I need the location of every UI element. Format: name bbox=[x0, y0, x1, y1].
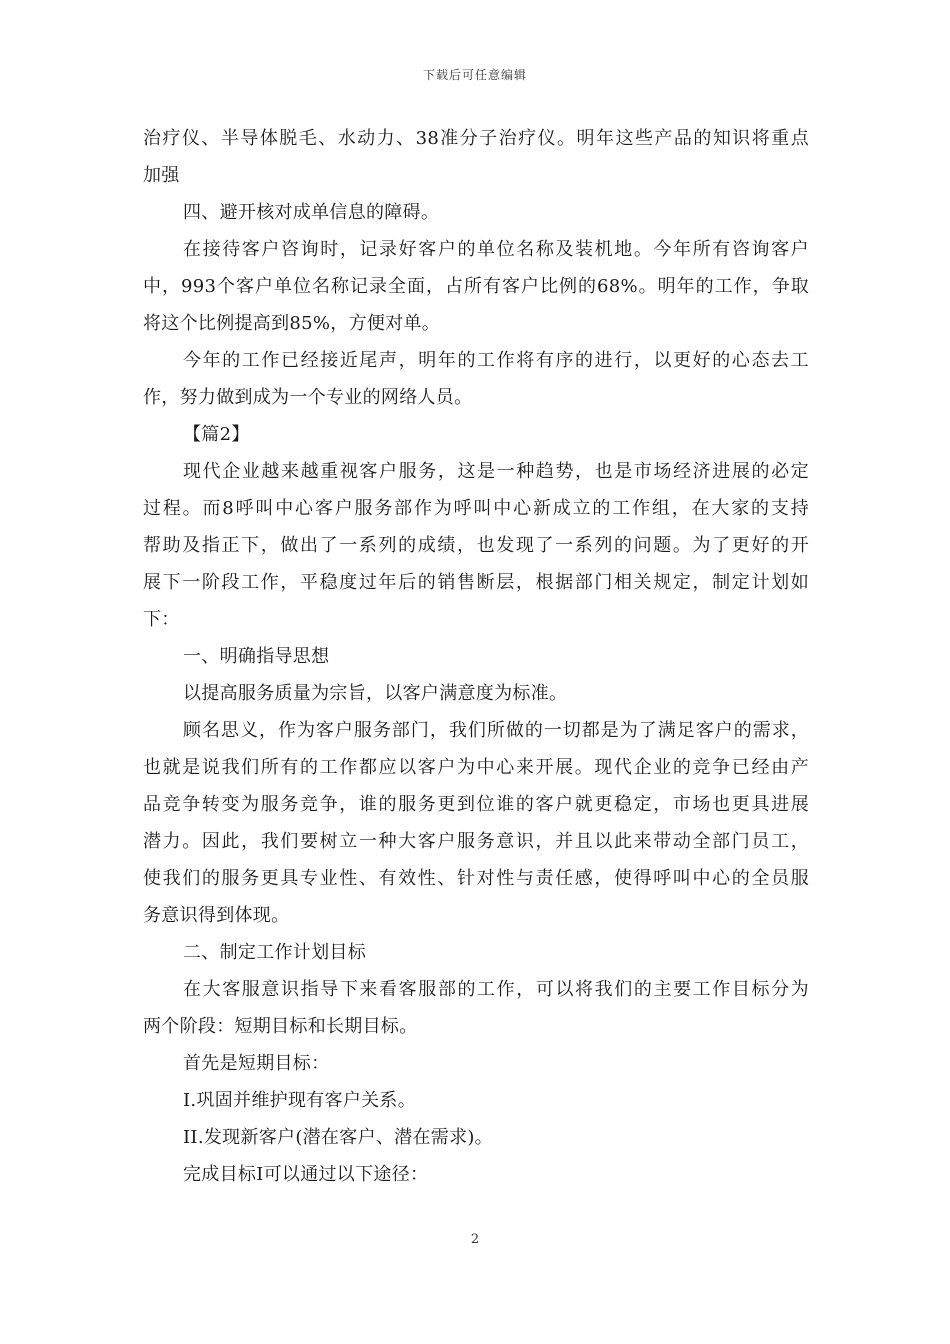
text-line: 以提高服务质量为宗旨，以客户满意度为标准。 bbox=[183, 683, 568, 704]
text-line: 过程。而8呼叫中心客户服务部作为呼叫中心新成立的工作组，在大家的支持 bbox=[143, 498, 809, 519]
text-line: 【篇2】 bbox=[183, 424, 250, 445]
text-line: 中，993个客户单位名称记录全面，占所有客户比例的68%。明年的工作，争取 bbox=[143, 276, 809, 297]
text-line: 首先是短期目标： bbox=[183, 1053, 330, 1074]
text-line: I.巩固并维护现有客户关系。 bbox=[183, 1090, 417, 1111]
text-line: 品竞争转变为服务竞争，谁的服务更到位谁的客户就更稳定，市场也更具进展 bbox=[143, 794, 809, 815]
document-body bbox=[143, 120, 809, 1193]
text-line: 使我们的服务更具专业性、有效性、针对性与责任感，使得呼叫中心的全员服 bbox=[143, 868, 809, 889]
text-line: 潜力。因此，我们要树立一种大客户服务意识，并且以此来带动全部门员工， bbox=[143, 831, 809, 852]
text-line: II.发现新客户(潜在客户、潜在需求)。 bbox=[183, 1127, 493, 1148]
text-line: 完成目标I可以通过以下途径： bbox=[183, 1164, 429, 1185]
text-line: 将这个比例提高到85%，方便对单。 bbox=[143, 313, 441, 334]
text-line: 作，努力做到成为一个专业的网络人员。 bbox=[143, 387, 473, 408]
page-number: 2 bbox=[470, 1232, 480, 1247]
text-line: 二、制定工作计划目标 bbox=[183, 942, 366, 963]
text-line: 下： bbox=[143, 609, 180, 630]
page-header: 下载后可任意编辑 bbox=[422, 68, 527, 82]
text-line: 在接待客户咨询时，记录好客户的单位名称及装机地。今年所有咨询客户 bbox=[183, 239, 809, 260]
text-line: 也就是说我们所有的工作都应以客户为中心来开展。现代企业的竞争已经由产 bbox=[143, 757, 809, 778]
text-line: 顾名思义，作为客户服务部门，我们所做的一切都是为了满足客户的需求， bbox=[183, 720, 809, 741]
text-line: 加强 bbox=[143, 165, 180, 186]
text-line: 在大客服意识指导下来看客服部的工作，可以将我们的主要工作目标分为 bbox=[183, 979, 809, 1000]
text-line: 四、避开核对成单信息的障碍。 bbox=[183, 202, 440, 223]
text-line: 今年的工作已经接近尾声，明年的工作将有序的进行，以更好的心态去工 bbox=[183, 350, 809, 371]
text-line: 治疗仪、半导体脱毛、水动力、38准分子治疗仪。明年这些产品的知识将重点 bbox=[143, 128, 809, 149]
text-line: 帮助及指正下，做出了一系列的成绩，也发现了一系列的问题。为了更好的开 bbox=[143, 535, 809, 556]
text-line: 两个阶段：短期目标和长期目标。 bbox=[143, 1016, 418, 1037]
text-line: 务意识得到体现。 bbox=[143, 905, 290, 926]
text-line: 现代企业越来越重视客户服务，这是一种趋势，也是市场经济进展的必定 bbox=[183, 461, 809, 482]
text-line: 展下一阶段工作，平稳度过年后的销售断层，根据部门相关规定，制定计划如 bbox=[143, 572, 809, 593]
text-line: 一、明确指导思想 bbox=[183, 646, 330, 667]
